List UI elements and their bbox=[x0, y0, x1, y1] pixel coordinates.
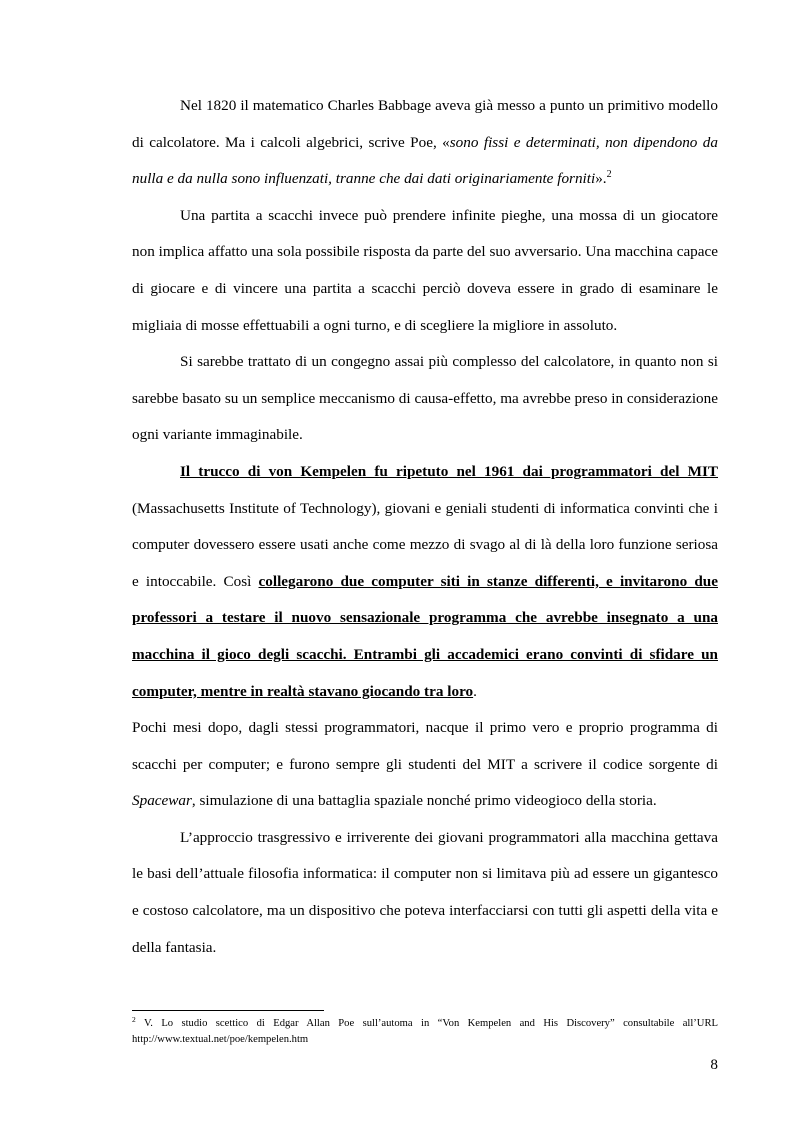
paragraph-text: (Massachusetts Institute of Technology), giovani e geniali studenti di informatica convinti che i computer dovessero essere usati anche come mezzo di svago al di là della loro funzione seriosa e intoccabile. Così bbox=[132, 499, 718, 590]
footnote-separator bbox=[132, 1010, 324, 1011]
emphasized-text: collegarono due computer siti in stanze differenti, e invitarono due professori a testare il nuovo sensazionale programma che avrebbe insegnato a una macchina il gioco degli scacchi. Entrambi gli accademici erano convinti di sfidare un computer, mentre in realtà stavano giocando tra loro bbox=[132, 572, 718, 700]
paragraph-spacewar bbox=[132, 710, 718, 820]
paragraph-text: Nel 1820 il matematico Charles Babbage aveva già messo a punto un primitivo modello di calcolatore. Ma i calcoli algebrici, scrive Poe, « bbox=[132, 97, 718, 151]
paragraph-text: . bbox=[473, 682, 477, 700]
paragraph-philosophy: L’approccio trasgressivo e irriverente dei giovani programmatori alla macchina gettava le basi dell’attuale filosofia informatica: il computer non si limitava più ad essere un gigantesco e costoso calcolatore, ma un dispositivo che poteva interfacciarsi con tutti gli aspetti della vita e della fantasia. bbox=[132, 828, 718, 956]
page-body bbox=[132, 88, 718, 966]
footnote-text: V. Lo studio scettico di Edgar Allan Poe sull’automa in “Von Kempelen and His Discovery” consultabile all’URL http://www.textual.net/poe/kempelen.htm bbox=[132, 1018, 718, 1045]
paragraph-chess: Una partita a scacchi invece può prendere infinite pieghe, una mossa di un giocatore non implica affatto una sola possibile risposta da parte del suo avversario. Una macchina capace di giocare e di vincere una partita a scacchi perciò doveva essere in grado di esaminare le migliaia di mosse effettuabili a ogni turno, e di scegliere la migliore in assoluto. bbox=[132, 206, 718, 334]
footnote bbox=[132, 1016, 718, 1047]
paragraph-text: , simulazione di una battaglia spaziale nonché primo videogioco della storia. bbox=[191, 792, 657, 810]
paragraph-mit-trick bbox=[132, 454, 718, 710]
paragraph-text: ». bbox=[595, 170, 607, 188]
paragraph-text: Pochi mesi dopo, dagli stessi programmatori, nacque il primo vero e proprio programma di scacchi per computer; e furono sempre gli studenti del MIT a scrivere il codice sorgente di bbox=[132, 719, 718, 773]
footnote-reference[interactable]: 2 bbox=[606, 169, 612, 181]
poe-quote: sono fissi e determinati, non dipendono da nulla e da nulla sono influenzati, tranne che dai dati originariamente forniti bbox=[132, 133, 718, 188]
footnote-number: 2 bbox=[132, 1015, 136, 1024]
emphasized-text: Il trucco di von Kempelen fu ripetuto nel 1961 dai programmatori del MIT bbox=[180, 462, 718, 480]
paragraph-device: Si sarebbe trattato di un congegno assai più complesso del calcolatore, in quanto non si sarebbe basato su un semplice meccanismo di causa-effetto, ma avrebbe preso in considerazione ogni variante immaginabile. bbox=[132, 353, 718, 444]
spacewar-title: Spacewar bbox=[132, 792, 192, 810]
paragraph-babbage bbox=[132, 88, 718, 198]
page-number: 8 bbox=[710, 1056, 718, 1073]
